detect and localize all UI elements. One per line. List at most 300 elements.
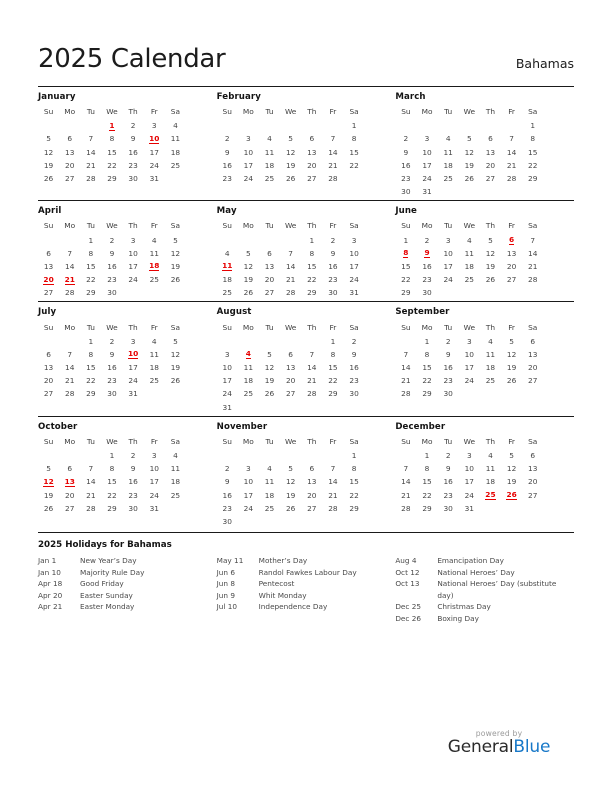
day-cell: 18	[264, 490, 275, 500]
day-cell: 19	[506, 363, 517, 373]
day-cell: 14	[307, 363, 317, 373]
day-cell: 30	[107, 288, 117, 298]
week-row	[395, 119, 543, 132]
holiday-day-cell	[238, 348, 259, 361]
day-cell: 14	[528, 248, 538, 258]
weekday-sa: Sa	[170, 436, 181, 446]
day-cell: 14	[285, 261, 296, 271]
day-cell: 17	[149, 147, 159, 157]
holiday-date: Dec 25	[395, 602, 422, 612]
day-cell: 7	[403, 349, 409, 359]
day-cell: 28	[328, 503, 338, 513]
day-cell: 17	[128, 363, 138, 373]
day-cell: 6	[530, 336, 536, 346]
week-row	[38, 119, 186, 132]
day-cell: 17	[243, 490, 254, 500]
holiday-day-number: 13	[64, 476, 75, 486]
empty-day-cell	[259, 335, 280, 348]
day-cell: 31	[222, 402, 232, 412]
day-cell: 27	[264, 288, 275, 298]
month-grid	[395, 320, 543, 400]
weekday-mo: Mo	[242, 221, 254, 231]
weekday-th: Th	[128, 322, 138, 332]
day-cell: 22	[422, 376, 432, 386]
holiday-day-number: 8	[403, 248, 409, 258]
day-cell: 7	[330, 464, 336, 474]
weekday-header-row	[395, 320, 543, 334]
week-row	[217, 449, 365, 462]
holiday-day-cell	[217, 260, 238, 273]
day-cell: 12	[506, 464, 517, 474]
day-cell: 4	[445, 134, 451, 144]
week-row	[395, 475, 543, 488]
day-cell: 11	[443, 147, 453, 157]
month-block-october	[38, 422, 217, 528]
day-cell: 29	[307, 288, 317, 298]
holiday-name: Easter Sunday	[80, 590, 133, 600]
holiday-name: Randol Fawkes Labour Day	[258, 567, 357, 577]
weekday-su: Su	[43, 322, 54, 332]
weekday-we: We	[463, 322, 476, 332]
day-cell: 9	[224, 147, 230, 157]
day-cell: 12	[485, 248, 496, 258]
week-row	[217, 348, 365, 361]
day-cell: 23	[422, 275, 432, 285]
day-cell: 25	[485, 376, 496, 386]
day-cell: 9	[403, 147, 409, 157]
weekday-fr: Fr	[329, 436, 337, 446]
day-cell: 17	[149, 477, 159, 487]
empty-day-cell	[322, 515, 343, 528]
empty-day-cell	[238, 401, 259, 414]
weekday-th: Th	[485, 436, 496, 446]
weekday-th: Th	[128, 107, 138, 117]
empty-day-cell	[501, 119, 522, 132]
day-cell: 15	[422, 477, 432, 487]
weekday-mo: Mo	[242, 436, 254, 446]
day-cell: 5	[46, 134, 51, 144]
empty-day-cell	[501, 502, 522, 515]
week-row	[217, 387, 365, 400]
day-cell: 4	[488, 451, 493, 461]
empty-day-cell	[59, 449, 80, 462]
holiday-list-item	[217, 590, 388, 602]
weekday-we: We	[106, 436, 118, 446]
month-block-september	[395, 307, 574, 413]
week-row	[38, 361, 186, 374]
week-row	[217, 234, 365, 247]
day-cell: 26	[264, 389, 275, 399]
week-row	[395, 234, 543, 247]
week-row	[38, 449, 186, 462]
holiday-list-item	[38, 567, 209, 579]
day-cell: 13	[528, 349, 538, 359]
day-cell: 7	[67, 248, 73, 258]
weekday-mo: Mo	[242, 322, 254, 332]
day-cell: 23	[328, 275, 338, 285]
day-cell: 10	[464, 464, 474, 474]
day-cell: 4	[151, 336, 157, 346]
day-cell: 19	[506, 477, 517, 487]
empty-day-cell	[80, 449, 101, 462]
weekday-header-row	[38, 320, 186, 334]
day-cell: 25	[170, 490, 181, 500]
day-cell: 26	[506, 376, 517, 386]
day-cell: 5	[267, 349, 272, 359]
day-cell: 11	[264, 477, 275, 487]
week-row	[38, 159, 186, 172]
weekday-fr: Fr	[508, 107, 515, 117]
weekday-tu: Tu	[444, 221, 453, 231]
day-cell: 23	[128, 160, 138, 170]
holiday-date: Jul 10	[216, 602, 238, 612]
month-grid	[395, 105, 543, 198]
day-cell: 8	[351, 134, 357, 144]
day-cell: 8	[351, 464, 357, 474]
empty-day-cell	[38, 335, 59, 348]
day-cell: 18	[243, 376, 254, 386]
holiday-list-item	[395, 613, 566, 625]
day-cell: 28	[86, 174, 96, 184]
empty-day-cell	[501, 387, 522, 400]
weekday-mo: Mo	[421, 221, 433, 231]
week-row	[38, 387, 186, 400]
holiday-list-item	[217, 555, 388, 567]
day-cell: 3	[246, 464, 251, 474]
weekday-fr: Fr	[508, 221, 515, 231]
day-cell: 30	[401, 187, 411, 197]
day-cell: 3	[224, 349, 230, 359]
day-cell: 10	[443, 248, 453, 258]
weekday-mo: Mo	[421, 322, 433, 332]
day-cell: 7	[67, 349, 73, 359]
week-row	[395, 462, 543, 475]
holiday-date: Apr 20	[38, 590, 63, 600]
holiday-list-item	[395, 578, 566, 601]
day-cell: 28	[401, 389, 411, 399]
empty-day-cell	[322, 449, 343, 462]
day-cell: 13	[485, 147, 496, 157]
day-cell: 6	[288, 349, 293, 359]
empty-day-cell	[259, 234, 280, 247]
holiday-day-number: 10	[149, 133, 160, 143]
empty-day-cell	[344, 401, 365, 414]
day-cell: 23	[107, 275, 117, 285]
day-cell: 2	[224, 134, 230, 144]
day-cell: 31	[149, 503, 159, 513]
weekday-tu: Tu	[86, 322, 95, 332]
weekday-th: Th	[307, 107, 317, 117]
day-cell: 9	[351, 349, 357, 359]
empty-day-cell	[280, 401, 301, 414]
empty-day-cell	[459, 119, 480, 132]
day-cell: 11	[485, 464, 496, 474]
empty-day-cell	[123, 286, 144, 299]
day-cell: 20	[485, 160, 496, 170]
week-row	[395, 335, 543, 348]
day-cell: 3	[151, 121, 157, 131]
day-cell: 27	[307, 503, 317, 513]
day-cell: 22	[307, 275, 317, 285]
day-cell: 6	[267, 248, 272, 258]
day-cell: 26	[485, 275, 496, 285]
weekday-mo: Mo	[64, 322, 76, 332]
month-grid	[38, 435, 186, 515]
day-cell: 24	[243, 174, 254, 184]
weekday-we: We	[284, 221, 297, 231]
day-cell: 5	[509, 451, 514, 461]
week-row	[395, 348, 543, 361]
day-cell: 25	[149, 376, 159, 386]
week-row	[395, 273, 543, 286]
weekday-fr: Fr	[150, 322, 158, 332]
day-cell: 2	[224, 464, 230, 474]
holiday-day-cell	[501, 234, 522, 247]
holiday-day-cell	[59, 273, 80, 286]
empty-day-cell	[480, 185, 501, 198]
day-cell: 18	[222, 275, 232, 285]
holiday-name: National Heroes’ Day (substitute day)	[437, 579, 557, 600]
day-cell: 21	[86, 160, 96, 170]
week-row	[38, 348, 186, 361]
day-cell: 10	[243, 477, 254, 487]
holiday-list-item	[217, 601, 388, 613]
day-cell: 7	[88, 464, 94, 474]
day-cell: 5	[246, 248, 251, 258]
empty-day-cell	[80, 119, 101, 132]
day-cell: 26	[170, 376, 181, 386]
day-cell: 13	[65, 147, 75, 157]
day-cell: 20	[264, 275, 275, 285]
day-cell: 1	[351, 121, 357, 131]
holiday-name: Emancipation Day	[437, 556, 504, 566]
empty-day-cell	[238, 234, 259, 247]
day-cell: 9	[330, 248, 336, 258]
day-cell: 27	[43, 288, 54, 298]
day-cell: 28	[401, 503, 411, 513]
day-cell: 16	[328, 261, 338, 271]
day-cell: 15	[86, 363, 96, 373]
weekday-tu: Tu	[265, 436, 274, 446]
weekday-mo: Mo	[421, 436, 433, 446]
weekday-we: We	[106, 221, 118, 231]
day-cell: 17	[422, 160, 432, 170]
day-cell: 19	[285, 160, 296, 170]
day-cell: 14	[328, 477, 338, 487]
weekday-th: Th	[128, 436, 138, 446]
empty-day-cell	[217, 119, 238, 132]
week-row	[38, 260, 186, 273]
empty-day-cell	[438, 119, 459, 132]
day-cell: 21	[401, 490, 411, 500]
month-block-june	[395, 206, 574, 299]
holiday-name: Easter Monday	[80, 602, 135, 612]
weekday-fr: Fr	[329, 221, 337, 231]
day-cell: 27	[506, 275, 517, 285]
quarter-row	[38, 86, 574, 200]
holiday-day-number: 10	[127, 349, 139, 359]
day-cell: 5	[466, 134, 472, 144]
empty-day-cell	[395, 335, 416, 348]
holiday-date: Oct 12	[395, 567, 420, 577]
day-cell: 15	[307, 261, 317, 271]
holiday-day-number: 1	[109, 120, 115, 130]
day-cell: 18	[443, 160, 453, 170]
day-cell: 17	[349, 261, 359, 271]
day-cell: 20	[506, 261, 517, 271]
day-cell: 23	[443, 376, 453, 386]
day-cell: 16	[422, 261, 432, 271]
day-cell: 19	[264, 376, 275, 386]
day-cell: 8	[88, 248, 94, 258]
weekday-th: Th	[128, 221, 138, 231]
day-cell: 27	[485, 174, 496, 184]
empty-day-cell	[480, 286, 501, 299]
day-cell: 7	[403, 464, 409, 474]
weekday-su: Su	[43, 221, 54, 231]
day-cell: 22	[328, 376, 338, 386]
months-container	[38, 86, 574, 530]
day-cell: 12	[170, 248, 181, 258]
holiday-date: Jun 8	[216, 579, 236, 589]
weekday-header-row	[38, 435, 186, 449]
day-cell: 1	[530, 121, 536, 131]
weekday-header-row	[38, 219, 186, 233]
day-cell: 5	[173, 235, 178, 245]
holiday-date: Jun 9	[216, 590, 236, 600]
day-cell: 8	[88, 349, 94, 359]
day-cell: 3	[130, 235, 136, 245]
day-cell: 3	[466, 336, 472, 346]
weekday-su: Su	[222, 436, 232, 446]
day-cell: 14	[401, 477, 411, 487]
empty-day-cell	[217, 234, 238, 247]
day-cell: 15	[422, 363, 432, 373]
empty-day-cell	[322, 119, 343, 132]
quarter-row	[38, 416, 574, 530]
empty-day-cell	[238, 515, 259, 528]
weekday-tu: Tu	[265, 322, 274, 332]
week-row	[38, 286, 186, 299]
holiday-list-item	[38, 601, 209, 613]
day-cell: 5	[488, 235, 493, 245]
day-cell: 17	[464, 363, 474, 373]
day-cell: 19	[243, 275, 254, 285]
day-cell: 15	[349, 477, 359, 487]
day-cell: 30	[107, 389, 117, 399]
day-cell: 6	[530, 451, 536, 461]
empty-day-cell	[522, 185, 543, 198]
weekday-tu: Tu	[86, 221, 95, 231]
day-cell: 20	[65, 160, 75, 170]
day-cell: 11	[485, 349, 496, 359]
day-cell: 3	[424, 134, 430, 144]
day-cell: 12	[264, 363, 275, 373]
empty-day-cell	[301, 449, 322, 462]
weekday-sa: Sa	[349, 107, 359, 117]
day-cell: 1	[309, 235, 315, 245]
weekday-su: Su	[401, 221, 411, 231]
empty-day-cell	[344, 172, 365, 185]
day-cell: 15	[107, 147, 117, 157]
week-row	[217, 286, 365, 299]
holiday-day-number: 11	[222, 261, 233, 271]
day-cell: 2	[330, 235, 336, 245]
week-row	[395, 374, 543, 387]
empty-day-cell	[501, 286, 522, 299]
day-cell: 7	[88, 134, 94, 144]
week-row	[38, 475, 186, 488]
day-cell: 14	[328, 147, 338, 157]
day-cell: 29	[328, 389, 338, 399]
week-row	[217, 247, 365, 260]
day-cell: 25	[149, 275, 159, 285]
day-cell: 26	[43, 503, 54, 513]
day-cell: 8	[330, 349, 336, 359]
day-cell: 14	[86, 147, 96, 157]
day-cell: 31	[149, 174, 159, 184]
day-cell: 11	[464, 248, 474, 258]
month-name: December	[395, 421, 446, 432]
weekday-su: Su	[401, 107, 411, 117]
day-cell: 31	[349, 288, 359, 298]
day-cell: 11	[149, 248, 159, 258]
month-name: July	[38, 307, 57, 318]
day-cell: 13	[264, 261, 275, 271]
day-cell: 16	[401, 160, 411, 170]
weekday-tu: Tu	[444, 107, 453, 117]
day-cell: 2	[351, 336, 357, 346]
weekday-sa: Sa	[528, 221, 538, 231]
day-cell: 20	[65, 490, 75, 500]
day-cell: 4	[224, 248, 230, 258]
day-cell: 24	[443, 275, 453, 285]
weekday-we: We	[284, 436, 297, 446]
day-cell: 30	[422, 288, 432, 298]
day-cell: 7	[309, 349, 315, 359]
month-name: February	[216, 92, 261, 102]
week-row	[395, 172, 543, 185]
empty-day-cell	[280, 234, 301, 247]
holidays-columns	[38, 555, 574, 625]
month-grid	[217, 105, 365, 185]
day-cell: 4	[173, 121, 178, 131]
week-row	[217, 361, 365, 374]
day-cell: 19	[464, 160, 474, 170]
weekday-mo: Mo	[421, 107, 433, 117]
holiday-day-cell	[395, 247, 416, 260]
empty-day-cell	[259, 401, 280, 414]
weekday-th: Th	[307, 322, 317, 332]
weekday-sa: Sa	[528, 322, 538, 332]
weekday-header-row	[217, 320, 365, 334]
day-cell: 5	[173, 336, 178, 346]
day-cell: 6	[309, 134, 315, 144]
day-cell: 25	[443, 174, 453, 184]
day-cell: 20	[285, 376, 296, 386]
day-cell: 16	[128, 147, 138, 157]
day-cell: 12	[243, 261, 254, 271]
day-cell: 14	[86, 477, 96, 487]
week-row	[38, 247, 186, 260]
week-row	[38, 132, 186, 145]
day-cell: 29	[86, 389, 96, 399]
week-row	[395, 387, 543, 400]
day-cell: 3	[246, 134, 251, 144]
empty-day-cell	[395, 449, 416, 462]
quarter-row	[38, 301, 574, 415]
holiday-list-item	[38, 590, 209, 602]
